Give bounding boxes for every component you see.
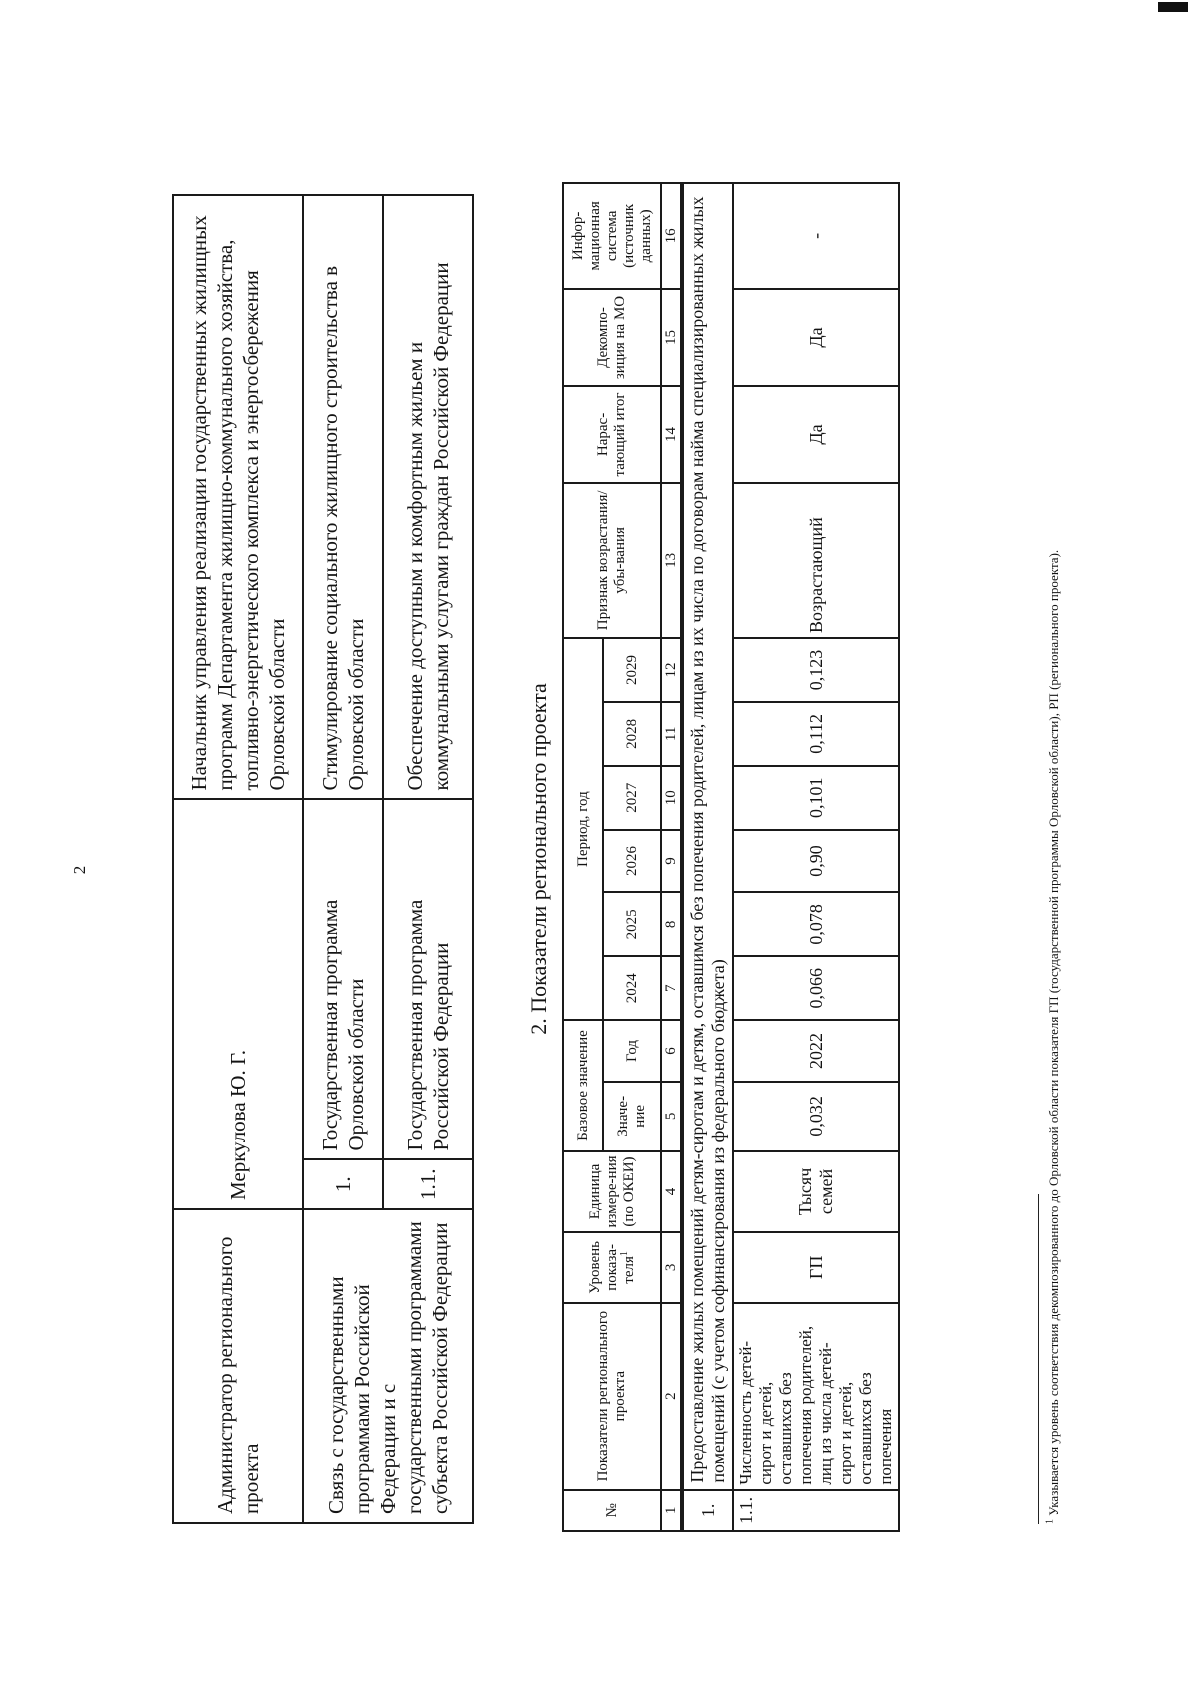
- header-cumulative: Нарас-тающий итог: [563, 386, 661, 482]
- indicator-name: Численность детей-сирот и детей, оставшихся без попечения родителей, лиц из числа детей-сирот и детей, оставшихся без попечения: [733, 1303, 899, 1490]
- column-number: 11: [661, 702, 682, 766]
- header-indicator-level: [563, 1232, 661, 1303]
- column-number: 10: [661, 766, 682, 830]
- indicator-unit: Тысяч семей: [733, 1151, 899, 1232]
- footnote-mark: 1: [1044, 1519, 1056, 1524]
- program-links-label: Связь с государственными программами Российской Федерации и с государственными программами субъекта Российской Федерации: [303, 1209, 473, 1523]
- program-link-name: Государственная программа Российской Федерации: [383, 800, 473, 1160]
- column-number-row: [661, 183, 682, 1531]
- program-link-goal: Обеспечение доступным и комфортным жильем и коммунальными услугами граждан Российской Федерации: [383, 195, 473, 800]
- column-number: 12: [661, 638, 682, 702]
- header-year: 2025: [603, 892, 661, 956]
- indicators-table: [562, 182, 900, 1532]
- footnote: [1046, 124, 1061, 1524]
- header-year: 2027: [603, 766, 661, 830]
- header-year: 2029: [603, 638, 661, 702]
- indicator-year-value: 0,123: [733, 638, 899, 702]
- indicator-level: ГП: [733, 1232, 899, 1303]
- administrator-name: Меркулова Ю. Г.: [173, 800, 303, 1210]
- header-unit: Единица измере-ния (по ОКЕИ): [563, 1151, 661, 1232]
- header-info-system: Инфор-мационная система (источник данных): [563, 183, 661, 289]
- indicator-cumulative: Да: [733, 386, 899, 482]
- header-base-value-value: Значе-ние: [603, 1082, 661, 1151]
- section-title: 2. Показатели регионального проекта: [526, 683, 551, 1035]
- header-year: 2026: [603, 830, 661, 893]
- column-number: 16: [661, 183, 682, 289]
- column-number: 13: [661, 483, 682, 638]
- column-number: 3: [661, 1232, 682, 1303]
- indicator-year-value: 0,90: [733, 830, 899, 893]
- column-number: 7: [661, 956, 682, 1020]
- administrator-position: Начальник управления реализации государственных жилищных программ Департамента жилищно-коммунального хозяйства, топливно-энергетического комплекса и энергосбережения Орловской области: [173, 195, 303, 800]
- footnote-ref: 1: [618, 1251, 630, 1257]
- footnote-separator: [1038, 1194, 1039, 1524]
- page-corner-mark: [1158, 2, 1188, 12]
- column-number: 4: [661, 1151, 682, 1232]
- project-info-table: [172, 194, 474, 1524]
- administrator-row: [173, 195, 303, 1523]
- task-number: 1.: [682, 1490, 733, 1531]
- indicator-trend: Возрастающий: [733, 483, 899, 638]
- footnote-text: Указывается уровень соответствия декомпозированного до Орловской области показателя ГП (государственной программы Орловской области), РП (регионального проекта).: [1046, 549, 1061, 1516]
- page-number: 2: [70, 865, 89, 875]
- program-link-name: Государственная программа Орловской области: [303, 800, 383, 1160]
- header-trend: Признак возрастания/убы-вания: [563, 483, 661, 638]
- indicator-row: [733, 183, 899, 1531]
- indicator-number: 1.1.: [733, 1490, 899, 1531]
- program-link-number: 1.: [303, 1160, 383, 1210]
- administrator-label: Администратор регионального проекта: [173, 1209, 303, 1523]
- header-level-text: Уровень показа-теля: [586, 1240, 637, 1294]
- indicator-base-year: 2022: [733, 1020, 899, 1082]
- header-indicator-name: Показатели регионального проекта: [563, 1303, 661, 1490]
- indicator-info-system: -: [733, 183, 899, 289]
- header-number: №: [563, 1490, 661, 1531]
- header-base-value: Базовое значение: [563, 1020, 603, 1151]
- header-base-value-year: Год: [603, 1020, 661, 1082]
- task-title: Предоставление жилых помещений детям-сиротам и детям, оставшимся без попечения родителей, лицам из их числа по договорам найма специализированных жилых помещений (с учетом софинансирования из федерального бюджета): [682, 183, 733, 1490]
- table-header-row: [563, 183, 603, 1531]
- header-year: 2024: [603, 956, 661, 1020]
- indicator-year-value: 0,066: [733, 956, 899, 1020]
- header-decomposition: Декомпо-зиция на МО: [563, 289, 661, 387]
- task-group-row: [682, 183, 733, 1531]
- indicator-base-value: 0,032: [733, 1082, 899, 1151]
- indicator-year-value: 0,078: [733, 892, 899, 956]
- column-number: 8: [661, 892, 682, 956]
- column-number: 1: [661, 1490, 682, 1531]
- indicator-decomposition: Да: [733, 289, 899, 387]
- column-number: 14: [661, 386, 682, 482]
- column-number: 2: [661, 1303, 682, 1490]
- header-year: 2028: [603, 702, 661, 766]
- column-number: 6: [661, 1020, 682, 1082]
- program-link-number: 1.1.: [383, 1160, 473, 1210]
- program-link-row: [303, 195, 383, 1523]
- indicator-year-value: 0,112: [733, 702, 899, 766]
- header-period: Период, год: [563, 638, 603, 1020]
- program-link-goal: Стимулирование социального жилищного строительства в Орловской области: [303, 195, 383, 800]
- column-number: 9: [661, 830, 682, 893]
- indicator-year-value: 0,101: [733, 766, 899, 830]
- column-number: 15: [661, 289, 682, 387]
- column-number: 5: [661, 1082, 682, 1151]
